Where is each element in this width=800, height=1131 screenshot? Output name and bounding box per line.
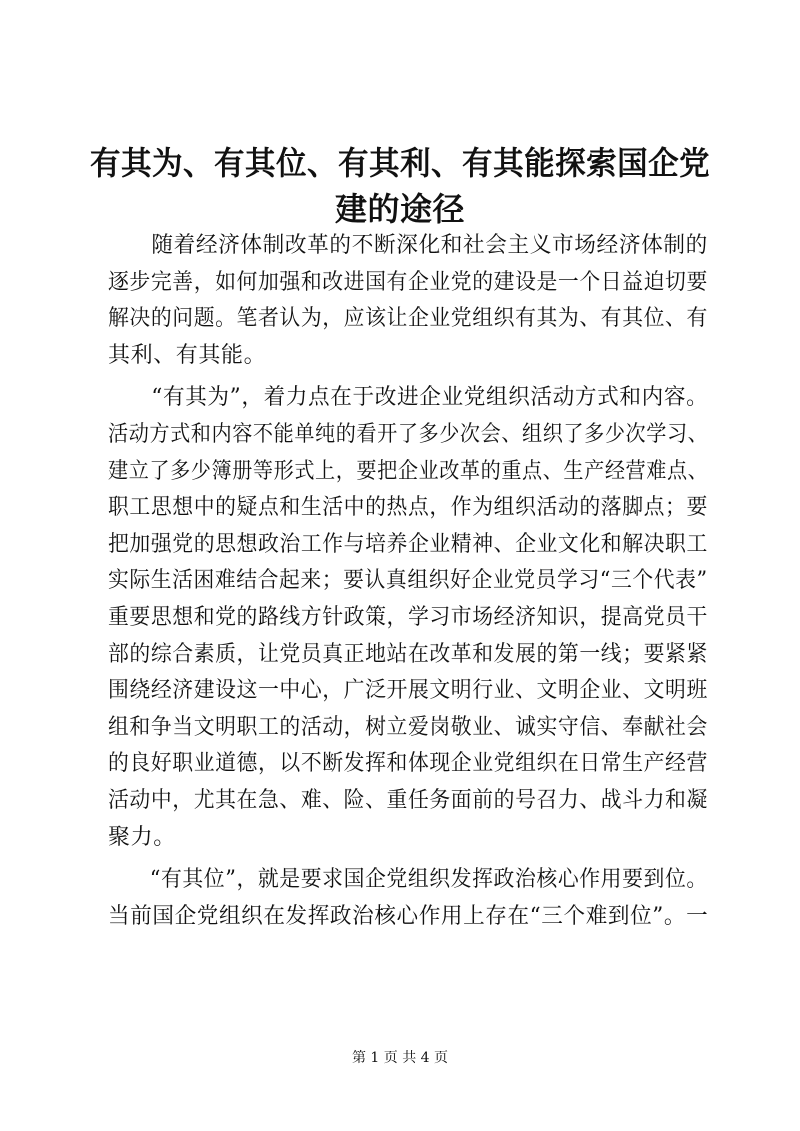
paragraph-you-qi-wei-action	[108, 380, 708, 856]
title-line-2: 建的途径	[334, 190, 465, 228]
paragraph-line: “有其为”，着力点在于改进企业党组织活动方式和内容。	[151, 385, 709, 411]
paragraph-line: 活动中，尤其在急、难、险、重任务面前的号召力、战斗力和凝	[108, 787, 708, 813]
paragraph-line: 活动方式和内容不能单纯的看开了多少次会、组织了多少次学习、	[108, 421, 709, 447]
title-line-1: 有其为、有其位、有其利、有其能探索国企党	[90, 144, 711, 182]
paragraph-line: 实际生活困难结合起来；要认真组织好企业党员学习“三个代表”	[108, 568, 708, 594]
document-body	[108, 228, 708, 941]
page-footer: 第 1 页 共 4 页	[351, 1050, 449, 1066]
paragraph-line: 聚力。	[108, 824, 176, 850]
paragraph-line: 逐步完善，如何加强和改进国有企业党的建设是一个日益迫切要	[108, 269, 708, 295]
paragraph-you-qi-wei-position	[108, 862, 708, 935]
paragraph-line: 解决的问题。笔者认为，应该让企业党组织有其为、有其位、有	[108, 306, 708, 332]
paragraph-line: 职工思想中的疑点和生活中的热点，作为组织活动的落脚点；要	[108, 495, 708, 521]
paragraph-line: 随着经济体制改革的不断深化和社会主义市场经济体制的	[151, 233, 708, 258]
paragraph-line: 的良好职业道德，以不断发挥和体现企业党组织在日常生产经营	[108, 751, 708, 777]
paragraph-line: 建立了多少簿册等形式上，要把企业改革的重点、生产经营难点、	[108, 458, 709, 484]
paragraph-line: 部的综合素质，让党员真正地站在改革和发展的第一线；要紧紧	[108, 641, 708, 667]
paragraph-line: 其利、有其能。	[108, 342, 267, 368]
paragraph-line: 组和争当文明职工的活动，树立爱岗敬业、诚实守信、奉献社会	[108, 714, 708, 740]
paragraph-line: 当前国企党组织在发挥政治核心作用上存在“三个难到位”。一	[108, 903, 709, 929]
paragraph-line: 围绕经济建设这一中心，广泛开展文明行业、文明企业、文明班	[108, 678, 708, 704]
paragraph-line: “有其位”，就是要求国企党组织发挥政治核心作用要到位。	[149, 867, 708, 893]
paragraph-intro	[108, 228, 708, 374]
paragraph-line: 重要思想和党的路线方针政策，学习市场经济知识，提高党员干	[108, 604, 708, 630]
document-title	[90, 140, 710, 232]
paragraph-line: 把加强党的思想政治工作与培养企业精神、企业文化和解决职工	[108, 531, 708, 557]
